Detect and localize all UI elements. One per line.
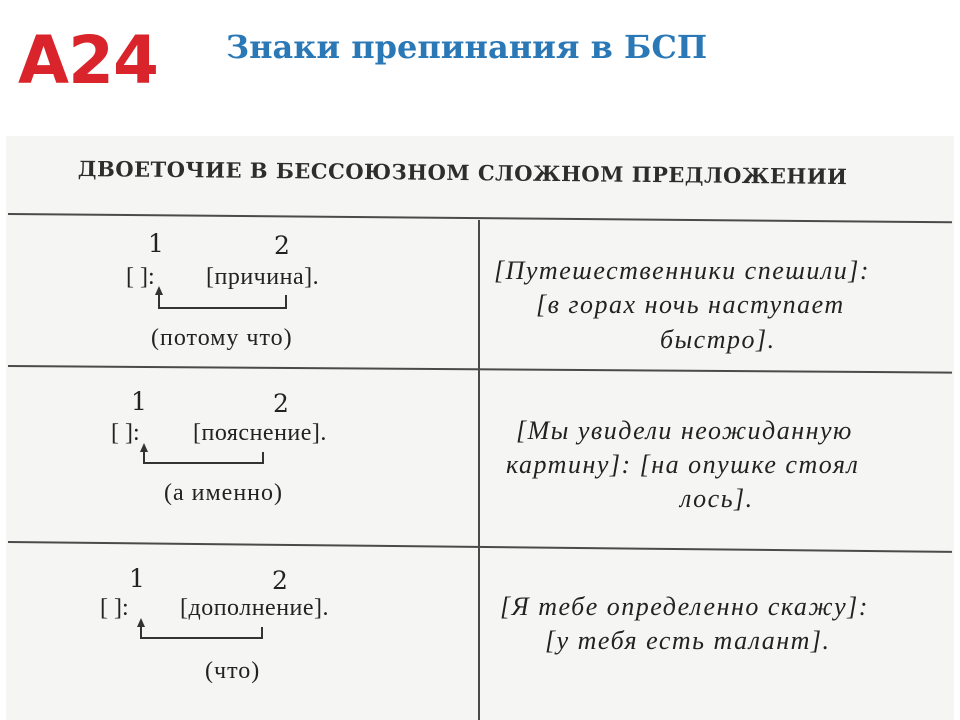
arrow-connector xyxy=(143,462,263,464)
arrow-connector xyxy=(158,307,286,309)
table-heading: ДВОЕТОЧИЕ В БЕССОЮЗНОМ СЛОЖНОМ ПРЕДЛОЖЕНИИ xyxy=(77,156,848,190)
scheme-number-2: 2 xyxy=(273,389,289,418)
scheme-bracket: [ ]: xyxy=(100,595,129,621)
arrow-connector xyxy=(262,452,264,464)
example-line: [Мы увидели неожиданную xyxy=(516,416,853,445)
example-line: быстро]. xyxy=(660,325,776,354)
slide-title: Знаки препинания в БСП xyxy=(226,28,708,66)
arrow-connector xyxy=(158,294,160,308)
scheme-number-2: 2 xyxy=(272,566,288,595)
example-line: картину]: [на опушке стоял xyxy=(506,450,860,479)
table-divider xyxy=(478,220,480,720)
scheme-bracket: [ ]: xyxy=(126,264,155,290)
slide-badge: A24 xyxy=(18,22,158,99)
example-line: лось]. xyxy=(680,484,754,513)
scheme-number-1: 1 xyxy=(131,387,147,416)
arrow-connector xyxy=(285,295,287,309)
example-line: [Путешественники спешили]: xyxy=(494,256,870,285)
conjunction-hint: (потому что) xyxy=(151,325,293,351)
scheme-meaning: [причина]. xyxy=(206,264,320,290)
scheme-number-1: 1 xyxy=(148,229,164,258)
scheme-number-1: 1 xyxy=(129,564,145,593)
example-line: [Я тебе определенно скажу]: xyxy=(500,592,869,621)
example-line: [в горах ночь наступает xyxy=(536,290,845,319)
scheme-bracket: [ ]: xyxy=(111,420,140,446)
arrow-connector xyxy=(261,627,263,639)
example-line: [у тебя есть талант]. xyxy=(545,626,831,655)
arrow-connector xyxy=(140,637,262,639)
conjunction-hint: (что) xyxy=(205,658,261,684)
scheme-meaning: [пояснение]. xyxy=(193,420,327,446)
scheme-number-2: 2 xyxy=(274,231,290,260)
conjunction-hint: (а именно) xyxy=(164,480,284,506)
scheme-meaning: [дополнение]. xyxy=(180,595,330,621)
